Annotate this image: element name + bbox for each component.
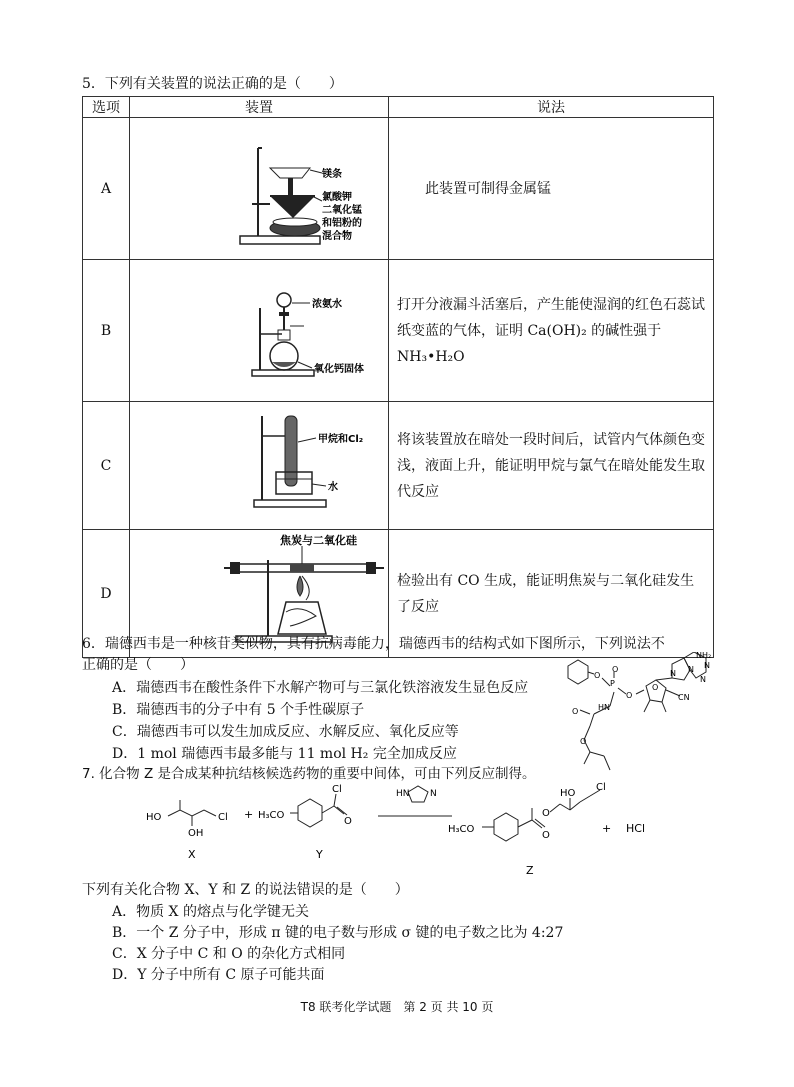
q7-question: 下列有关化合物 X、Y 和 Z 的说法错误的是（ ） [82,882,409,898]
label-mno2: 二氧化锰 [322,205,362,216]
apparatus-a-diagram [130,118,388,255]
statement-d: 检验出有 CO 生成，能证明焦炭与二氧化硅发生了反应 [389,530,714,658]
label-magnesium: 镁条 [322,169,342,180]
label-mixture: 混合物 [322,231,352,242]
option-b: B [83,260,130,402]
struct-n4: N [700,675,706,684]
q6-option-d: D．1 mol 瑞德西韦最多能与 11 mol H₂ 完全加成反应 [112,746,457,762]
struct-nh2: NH₂ [696,652,712,660]
q6-option-b: B．瑞德西韦的分子中有 5 个手性碳原子 [112,702,365,718]
header-statement: 说法 [389,97,714,118]
statement-b: 打开分液漏斗活塞后，产生能使湿润的红色石蕊试纸变蓝的气体，证明 Ca(OH)₂ 的碱性强于 NH₃•H₂O [389,260,714,402]
z-o-ester: O [542,808,550,819]
option-c: C [83,402,130,530]
label-x: X [188,848,196,861]
apparatus-c-diagram [130,402,388,525]
table-row-c [83,402,714,530]
statement-c: 将该装置放在暗处一段时间后，试管内气体颜色变浅，液面上升，能证明甲烷与氯气在暗处能发生取代反应 [389,402,714,530]
struct-o6: O [580,737,587,746]
imidazole-hn: HN [396,789,410,799]
remdesivir-structure [560,652,730,778]
statement-a: 此装置可制得金属锰 [389,118,714,260]
q7-option-a: A．物质 X 的熔点与化学键无关 [112,904,309,920]
struct-n2: N [688,665,694,674]
plus-2: + [602,822,612,835]
q6-stem-line2: 正确的是（ ） [82,657,194,673]
struct-o3: O [626,691,633,700]
label-coke-sio2: 焦炭与二氧化硅 [280,534,357,547]
q7-option-c: C．X 分子中 C 和 O 的杂化方式相同 [112,946,346,962]
q7-option-d: D．Y 分子中所有 C 原子可能共面 [112,967,325,983]
struct-o2: O [612,665,619,674]
q5-table [82,96,714,658]
option-d: D [83,530,130,658]
struct-cn: CN [678,693,690,702]
x-oh: OH [188,828,204,839]
struct-o4: O [652,683,659,692]
label-methane-cl2: 甲烷和Cl₂ [318,434,364,445]
y-o: O [344,816,352,827]
y-h3co: H₃CO [258,810,285,821]
q6-option-c: C．瑞德西韦可以发生加成反应、水解反应、氧化反应等 [112,724,459,740]
x-ho: HO [146,812,162,823]
x-cl: Cl [218,812,228,823]
label-water: 水 [328,482,338,493]
imidazole-n: N [430,789,437,799]
struct-o5: O [572,707,579,716]
header-option: 选项 [83,97,130,118]
q6-stem-line1: 6．瑞德西韦是一种核苷类似物，具有抗病毒能力，瑞德西韦的结构式如下图所示，下列说法不 [82,636,665,652]
plus-1: + [244,808,254,821]
table-row-b [83,260,714,402]
q7-option-b: B．一个 Z 分子中，形成 π 键的电子数与形成 σ 键的电子数之比为 4:27 [112,925,564,941]
struct-n3: N [704,661,710,670]
z-h3co: H₃CO [448,824,475,835]
page-footer: T8 联考化学试题 第 2 页 共 10 页 [300,1000,494,1014]
label-y: Y [316,848,323,861]
table-row-a [83,118,714,260]
header-apparatus: 装置 [130,97,389,118]
z-o-carbonyl: O [542,830,550,841]
struct-n1: N [670,669,676,678]
apparatus-c [130,402,389,530]
q7-reaction-scheme [140,782,700,878]
q5-title: 5．下列有关装置的说法正确的是（ ） [82,76,343,92]
q6-option-a: A．瑞德西韦在酸性条件下水解产物可与三氯化铁溶液发生显色反应 [112,680,529,696]
apparatus-b-diagram [130,260,388,397]
label-z: Z [526,864,534,877]
label-cao: 氧化钙固体 [314,364,364,375]
label-kclo3: 氯酸钾 [322,192,352,203]
option-a: A [83,118,130,260]
apparatus-b [130,260,389,402]
label-al-powder: 和铝粉的 [322,218,362,229]
label-ammonia: 浓氨水 [312,299,342,310]
q7-stem: 7. 化合物 Z 是合成某种抗结核候选药物的重要中间体，可由下列反应制得。 [82,766,536,782]
struct-o1: O [594,671,601,680]
z-cl: Cl [596,782,606,793]
struct-hn: HN [598,703,610,712]
z-hcl: HCl [626,822,646,835]
z-ho: HO [560,788,576,799]
struct-p: P [610,679,615,688]
y-cl: Cl [332,784,342,795]
apparatus-a [130,118,389,260]
